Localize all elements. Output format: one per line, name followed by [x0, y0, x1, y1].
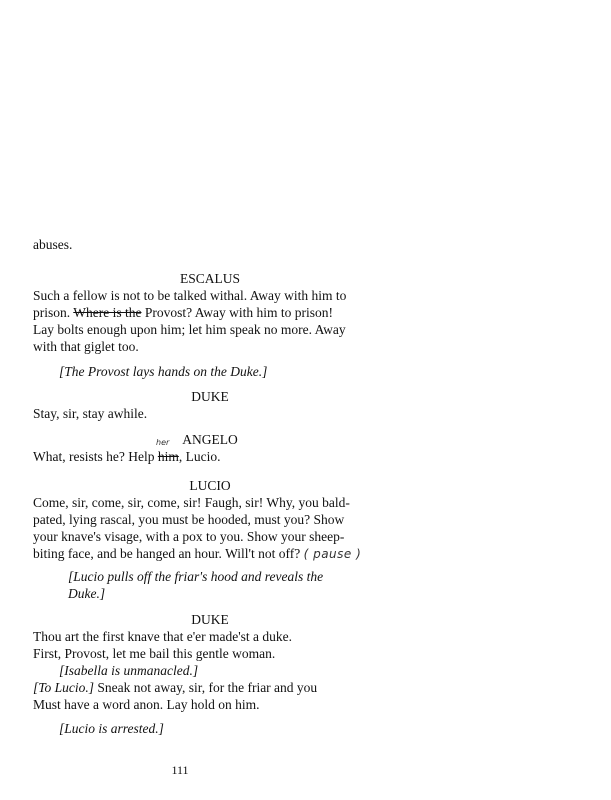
- speaker-name-escalus: ESCALUS: [179, 271, 240, 286]
- text-fragment: , Lucio.: [178, 449, 221, 464]
- text-line: Thou art the first knave that e'er made'st a duke.: [33, 629, 293, 644]
- text-fragment: What, resists he? Help: [33, 449, 158, 464]
- stage-direction: [Lucio pulls off the friar's hood and reveals the: [68, 569, 324, 584]
- text-fragment: prison.: [33, 305, 74, 320]
- speaker-name-duke: DUKE: [191, 612, 229, 627]
- text-line: Must have a word anon. Lay hold on him.: [33, 697, 260, 712]
- speaker-name-duke: DUKE: [191, 389, 229, 404]
- text-line: First, Provost, let me bail this gentle woman.: [33, 646, 276, 661]
- page-number: 111: [171, 763, 189, 777]
- stage-direction-inline: [To Lucio.]: [33, 680, 95, 695]
- struck-text: him: [157, 449, 179, 464]
- text-line: [33, 304, 333, 321]
- text-fragment: biting face, and be hanged an hour. Will't not off?: [33, 546, 301, 561]
- text-line: Come, sir, come, sir, come, sir! Faugh, sir! Why, you bald-: [33, 495, 350, 510]
- handwritten-insert: her: [156, 438, 170, 447]
- text-line: pated, lying rascal, you must be hooded, must you? Show: [33, 512, 345, 527]
- text-line: with that giglet too.: [33, 339, 139, 354]
- struck-text: Where is the: [73, 305, 142, 320]
- text-line: [33, 545, 361, 563]
- stage-direction: Duke.]: [68, 586, 106, 601]
- speaker-name-angelo: ANGELO: [182, 432, 238, 447]
- text-line: [33, 679, 317, 696]
- text-line: your knave's visage, with a pox to you. Show your sheep-: [33, 529, 345, 544]
- text-fragment: Sneak not away, sir, for the friar and you: [94, 680, 318, 695]
- text-line: Stay, sir, stay awhile.: [33, 406, 148, 421]
- stage-direction: [The Provost lays hands on the Duke.]: [59, 364, 268, 379]
- text-line: abuses.: [33, 237, 73, 252]
- speaker-name-lucio: LUCIO: [189, 478, 231, 493]
- text-line: Such a fellow is not to be talked withal. Away with him to: [33, 288, 347, 303]
- stage-direction: [Lucio is arrested.]: [59, 721, 164, 736]
- handwritten-note: ( pause ): [303, 547, 362, 561]
- text-line: [33, 448, 220, 465]
- text-line: Lay bolts enough upon him; let him speak no more. Away: [33, 322, 346, 337]
- stage-direction: [Isabella is unmanacled.]: [59, 663, 199, 678]
- text-fragment: Provost? Away with him to prison!: [141, 305, 333, 320]
